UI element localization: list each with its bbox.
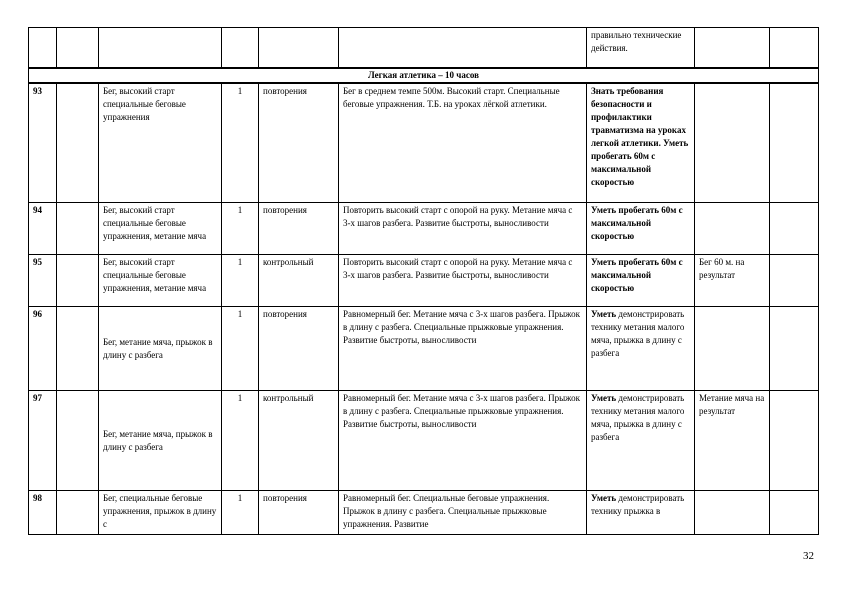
lesson-number: 97 [29,391,57,491]
lesson-hours: 1 [222,491,259,535]
cell-empty [259,28,339,68]
table-row-continuation [29,28,819,68]
control-cell [695,203,770,255]
cell-empty [339,28,587,68]
cell-empty [770,491,819,535]
cell-empty [770,255,819,307]
control-cell [695,491,770,535]
lesson-hours: 1 [222,307,259,391]
requirement-bold: Уметь [591,493,617,503]
requirement-bold: Уметь [591,393,617,403]
cell-empty [57,491,99,535]
cell-empty [770,28,819,68]
cell-empty [222,28,259,68]
lesson-number: 96 [29,307,57,391]
cell-empty [695,28,770,68]
cell-empty [57,255,99,307]
control-cell [695,307,770,391]
lesson-hours: 1 [222,203,259,255]
cell-empty [57,28,99,68]
requirement-extra: демонстрировать технику метания малого мяча, прыжка в длину с разбега [591,309,685,358]
requirement-cell [587,391,695,491]
cell-empty [57,391,99,491]
lesson-content: Равномерный бег. Метание мяча с 3-х шагов разбега. Прыжок в длину с разбега. Специальные прыжковые упражнения. Развитие быстроты, выносливости [339,307,587,391]
lesson-type: контрольный [259,255,339,307]
requirement-cell [587,491,695,535]
lesson-number: 98 [29,491,57,535]
lesson-content: Равномерный бег. Метание мяча с 3-х шагов разбега. Прыжок в длину с разбега. Специальные прыжковые упражнения. Развитие быстроты, выносливости [339,391,587,491]
lesson-content: Бег в среднем темпе 500м. Высокий старт. Специальные беговые упражнения. Т.Б. на уроках лёгкой атлетики. [339,83,587,203]
lesson-type: повторения [259,83,339,203]
lesson-content: Равномерный бег. Специальные беговые упражнения. Прыжок в длину с разбега. Специальные прыжковые упражнения. Развитие [339,491,587,535]
control-cell: Бег 60 м. на результат [695,255,770,307]
table-row [29,255,819,307]
requirement-extra: Уметь пробегать 60м с максимальной скоростью [591,137,689,187]
requirement-cell [587,307,695,391]
cell-empty [57,83,99,203]
lesson-content: Повторить высокий старт с опорой на руку. Метание мяча с 3-х шагов разбега. Развитие быстроты, выносливости [339,203,587,255]
lesson-number: 93 [29,83,57,203]
lesson-topic: Бег, высокий старт специальные беговые упражнения, метание мяча [99,203,222,255]
control-cell: Метание мяча на результат [695,391,770,491]
lesson-topic: Бег, высокий старт специальные беговые упражнения, метание мяча [99,255,222,307]
section-header-row [29,68,819,83]
cell-empty [770,203,819,255]
requirement-bold: Уметь пробегать 60м с максимальной скоростью [591,205,683,241]
table-row [29,491,819,535]
lesson-hours: 1 [222,83,259,203]
lesson-number: 95 [29,255,57,307]
requirement-cell [587,28,695,68]
cell-empty [57,307,99,391]
lesson-hours: 1 [222,391,259,491]
requirement-cell [587,203,695,255]
lesson-topic: Бег, высокий старт специальные беговые упражнения [99,83,222,203]
table-row [29,83,819,203]
lesson-topic-text: Бег, метание мяча, прыжок в длину с разбега [103,336,213,360]
requirement-text: правильно технические действия. [591,30,682,53]
requirement-cell [587,83,695,203]
cell-empty [770,307,819,391]
lesson-type: повторения [259,307,339,391]
control-cell [695,83,770,203]
cell-empty [770,391,819,491]
requirement-bold: Уметь [591,309,617,319]
lesson-type: повторения [259,203,339,255]
cell-empty [770,83,819,203]
table-row [29,307,819,391]
cell-empty [99,28,222,68]
cell-empty [57,203,99,255]
lesson-topic [99,307,222,391]
requirement-extra: демонстрировать технику прыжка в [591,493,685,516]
table-row [29,391,819,491]
lesson-topic-text: Бег, метание мяча, прыжок в длину с разбега [103,428,213,452]
lesson-type: повторения [259,491,339,535]
lesson-topic: Бег, специальные беговые упражнения, прыжок в длину с [99,491,222,535]
requirement-bold: Уметь пробегать 60м с максимальной скоростью [591,257,683,293]
lesson-content: Повторить высокий старт с опорой на руку. Метание мяча с 3-х шагов разбега. Развитие быстроты, выносливости [339,255,587,307]
page-number: 32 [803,550,814,562]
requirement-extra: демонстрировать технику метания малого мяча, прыжка в длину с разбега [591,393,685,442]
lesson-topic [99,391,222,491]
cell-empty [29,28,57,68]
requirement-bold: Знать требования безопасности и профилактики травматизма на уроках легкой атлетики. [591,85,686,148]
lesson-plan-table [28,27,819,535]
requirement-cell [587,255,695,307]
lesson-type: контрольный [259,391,339,491]
lesson-hours: 1 [222,255,259,307]
section-title: Легкая атлетика – 10 часов [29,68,819,83]
table-row [29,203,819,255]
lesson-number: 94 [29,203,57,255]
